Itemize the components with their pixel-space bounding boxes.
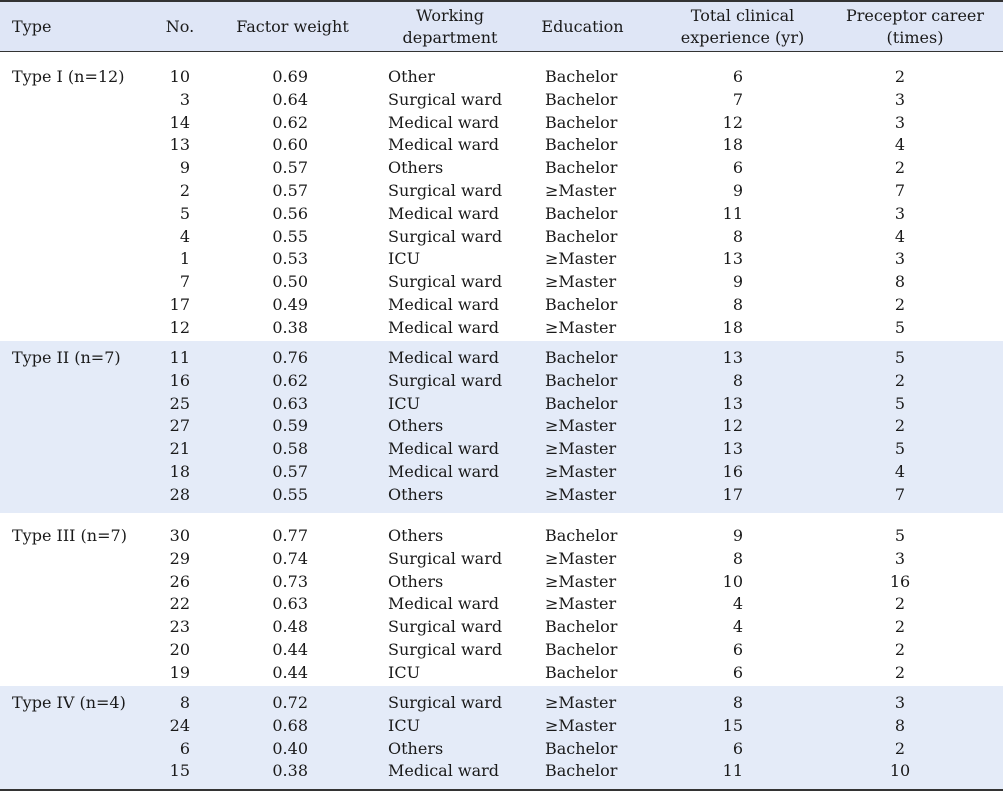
- no-cell: 4: [179, 226, 190, 246]
- department-cell: Others: [388, 158, 444, 178]
- education-cell: ≥Master: [545, 181, 617, 200]
- experience-cell: 8: [732, 226, 743, 246]
- type-group-label: Type I (n=12): [12, 67, 125, 86]
- experience-cell: 18: [722, 135, 743, 155]
- department-cell: ICU: [388, 393, 421, 413]
- education-cell: ≥Master: [545, 416, 617, 436]
- no-cell: 3: [179, 89, 190, 109]
- preceptor-cell: 7: [894, 484, 906, 504]
- table-row: [0, 294, 1003, 317]
- experience-cell: 6: [732, 662, 743, 682]
- no-cell: 17: [169, 295, 190, 314]
- factor-weight-cell: 0.62: [272, 370, 308, 390]
- factor-weight-cell: 0.38: [272, 761, 308, 781]
- preceptor-cell: 3: [894, 89, 906, 109]
- no-cell: 19: [169, 662, 190, 682]
- table-row: [0, 593, 1003, 616]
- factor-weight-cell: 0.62: [272, 112, 308, 132]
- table-row: [0, 66, 1003, 89]
- preceptor-cell: 3: [894, 112, 906, 132]
- experience-cell: 13: [722, 393, 743, 413]
- factor-weight-cell: 0.64: [272, 89, 308, 109]
- department-cell: Medical ward: [388, 317, 500, 337]
- experience-cell: 15: [722, 715, 743, 735]
- no-cell: 6: [179, 738, 190, 758]
- experience-cell: 11: [722, 761, 743, 781]
- no-cell: 9: [179, 158, 190, 178]
- department-cell: Surgical ward: [388, 640, 503, 659]
- type-group: [0, 519, 1003, 681]
- factor-weight-cell: 0.38: [272, 317, 308, 337]
- preceptor-cell: 5: [894, 439, 906, 459]
- no-cell: 18: [169, 462, 190, 481]
- education-cell: Bachelor: [545, 348, 618, 367]
- table-row: [0, 370, 1003, 393]
- experience-cell: 4: [732, 594, 743, 614]
- header-education-label: Education: [541, 17, 624, 36]
- factor-weight-cell: 0.50: [272, 272, 308, 292]
- factor-weight-cell: 0.56: [272, 203, 308, 223]
- experience-cell: 12: [722, 416, 743, 436]
- preceptor-cell: 8: [894, 715, 906, 735]
- table-row: [0, 317, 1003, 340]
- experience-cell: 9: [732, 272, 743, 292]
- header-factor-weight-label: Factor weight: [236, 17, 349, 36]
- preceptor-cell: 5: [894, 393, 906, 413]
- education-cell: Bachelor: [545, 617, 618, 637]
- factor-weight-cell: 0.59: [272, 416, 308, 436]
- table-row: [0, 157, 1003, 180]
- factor-weight-cell: 0.44: [272, 662, 308, 682]
- header-no: [150, 2, 210, 52]
- table-row: [0, 347, 1003, 370]
- no-cell: 7: [179, 272, 190, 292]
- header-preceptor-line1: Preceptor career: [845, 6, 985, 25]
- type-group-label: Type IV (n=4): [12, 693, 126, 712]
- factor-weight-cell: 0.60: [272, 135, 308, 155]
- preceptor-cell: 8: [894, 272, 906, 292]
- factor-weight-cell: 0.63: [272, 594, 308, 614]
- experience-cell: 10: [722, 571, 743, 591]
- department-cell: Others: [388, 484, 444, 504]
- type-group: [0, 60, 1003, 345]
- table-row: [0, 760, 1003, 783]
- no-cell: 28: [169, 484, 190, 504]
- department-cell: ICU: [388, 662, 421, 682]
- department-cell: Others: [388, 571, 444, 591]
- no-cell: 14: [169, 112, 190, 132]
- header-factor-weight: [225, 2, 360, 52]
- experience-cell: 6: [732, 67, 743, 86]
- education-cell: Bachelor: [545, 158, 618, 178]
- experience-cell: 12: [722, 112, 743, 132]
- education-cell: ≥Master: [545, 317, 617, 337]
- header-experience: [660, 2, 825, 52]
- department-cell: Others: [388, 416, 444, 436]
- factor-weight-cell: 0.68: [272, 715, 308, 735]
- experience-cell: 9: [732, 181, 743, 200]
- experience-cell: 8: [732, 370, 743, 390]
- factor-weight-cell: 0.72: [272, 693, 308, 712]
- factor-weight-cell: 0.57: [272, 158, 308, 178]
- experience-cell: 6: [732, 738, 743, 758]
- header-department: [375, 2, 525, 52]
- education-cell: ≥Master: [545, 484, 617, 504]
- education-cell: Bachelor: [545, 738, 618, 758]
- table-row: [0, 616, 1003, 639]
- education-cell: Bachelor: [545, 112, 618, 132]
- department-cell: Surgical ward: [388, 226, 503, 246]
- table-row: [0, 248, 1003, 271]
- department-cell: Surgical ward: [388, 548, 503, 568]
- education-cell: ≥Master: [545, 249, 617, 269]
- no-cell: 12: [169, 317, 190, 337]
- header-education: [530, 2, 635, 52]
- department-cell: Others: [388, 738, 444, 758]
- table-row: [0, 692, 1003, 715]
- table-row: [0, 438, 1003, 461]
- experience-cell: 8: [732, 295, 743, 314]
- type-group: [0, 686, 1003, 790]
- type-group: [0, 341, 1003, 513]
- education-cell: Bachelor: [545, 226, 618, 246]
- no-cell: 16: [169, 370, 190, 390]
- preceptor-cell: 2: [894, 67, 906, 86]
- factor-weight-cell: 0.49: [272, 295, 308, 314]
- preceptor-cell: 4: [894, 462, 906, 481]
- education-cell: ≥Master: [545, 439, 617, 459]
- no-cell: 2: [179, 181, 190, 200]
- header-type-label: Type: [12, 17, 52, 36]
- education-cell: Bachelor: [545, 761, 618, 781]
- bottom-rule: [0, 789, 1003, 791]
- education-cell: Bachelor: [545, 526, 618, 545]
- experience-cell: 6: [732, 640, 743, 659]
- preceptor-cell: 4: [894, 135, 906, 155]
- education-cell: ≥Master: [545, 548, 617, 568]
- no-cell: 15: [169, 761, 190, 781]
- no-cell: 25: [169, 393, 190, 413]
- education-cell: Bachelor: [545, 135, 618, 155]
- table-row: [0, 271, 1003, 294]
- type-group-label: Type III (n=7): [12, 526, 127, 545]
- preceptor-cell: 5: [894, 348, 906, 367]
- experience-cell: 11: [722, 203, 743, 223]
- no-cell: 22: [169, 594, 190, 614]
- table-row: [0, 738, 1003, 761]
- department-cell: ICU: [388, 715, 421, 735]
- header-no-label: No.: [165, 17, 195, 36]
- header-department-line2: department: [402, 28, 498, 47]
- factor-weight-cell: 0.55: [272, 226, 308, 246]
- department-cell: Medical ward: [388, 761, 500, 781]
- department-cell: Medical ward: [388, 594, 500, 614]
- no-cell: 13: [169, 135, 190, 155]
- education-cell: ≥Master: [545, 571, 617, 591]
- preceptor-cell: 2: [894, 416, 906, 436]
- table-row: [0, 180, 1003, 203]
- preceptor-cell: 2: [894, 617, 906, 637]
- experience-cell: 13: [722, 439, 743, 459]
- factor-weight-cell: 0.74: [272, 548, 308, 568]
- preceptor-cell: 2: [894, 295, 906, 314]
- department-cell: Medical ward: [388, 112, 500, 132]
- education-cell: Bachelor: [545, 662, 618, 682]
- preceptor-cell: 16: [889, 571, 911, 591]
- table-row: [0, 662, 1003, 685]
- table-header: [0, 0, 1003, 52]
- no-cell: 29: [169, 548, 190, 568]
- table-row: [0, 393, 1003, 416]
- department-cell: Others: [388, 526, 444, 545]
- education-cell: Bachelor: [545, 89, 618, 109]
- no-cell: 5: [179, 203, 190, 223]
- factor-weight-cell: 0.63: [272, 393, 308, 413]
- table-row: [0, 484, 1003, 507]
- header-department-line1: Working: [416, 6, 484, 25]
- no-cell: 30: [169, 526, 190, 545]
- department-cell: Medical ward: [388, 348, 500, 367]
- department-cell: Medical ward: [388, 462, 500, 481]
- department-cell: Surgical ward: [388, 693, 503, 712]
- department-cell: ICU: [388, 249, 421, 269]
- table-row: [0, 203, 1003, 226]
- preceptor-cell: 3: [894, 249, 906, 269]
- table-row: [0, 112, 1003, 135]
- no-cell: 20: [169, 640, 190, 659]
- no-cell: 21: [169, 439, 190, 459]
- table-row: [0, 715, 1003, 738]
- header-type: [12, 2, 51, 52]
- department-cell: Medical ward: [388, 203, 500, 223]
- preceptor-cell: 2: [894, 662, 906, 682]
- education-cell: Bachelor: [545, 370, 618, 390]
- department-cell: Surgical ward: [388, 181, 503, 200]
- experience-cell: 6: [732, 158, 743, 178]
- department-cell: Other: [388, 67, 435, 86]
- department-cell: Medical ward: [388, 439, 500, 459]
- table-row: [0, 548, 1003, 571]
- education-cell: ≥Master: [545, 272, 617, 292]
- header-preceptor: [830, 2, 1000, 52]
- experience-cell: 18: [722, 317, 743, 337]
- no-cell: 26: [169, 571, 190, 591]
- table-row: [0, 415, 1003, 438]
- education-cell: Bachelor: [545, 203, 618, 223]
- table-row: [0, 571, 1003, 594]
- preceptor-cell: 2: [894, 158, 906, 178]
- factor-weight-cell: 0.69: [272, 67, 308, 86]
- education-cell: Bachelor: [545, 67, 618, 86]
- factor-weight-cell: 0.53: [272, 249, 308, 269]
- header-experience-line2: experience (yr): [680, 28, 805, 47]
- education-cell: Bachelor: [545, 295, 618, 314]
- table-row: [0, 89, 1003, 112]
- factor-weight-cell: 0.57: [272, 181, 308, 200]
- header-experience-line1: Total clinical: [690, 6, 795, 25]
- table-row: [0, 525, 1003, 548]
- experience-cell: 8: [732, 693, 743, 712]
- preceptor-cell: 3: [894, 548, 906, 568]
- table-row: [0, 461, 1003, 484]
- factor-weight-cell: 0.44: [272, 640, 308, 659]
- preceptor-cell: 2: [894, 594, 906, 614]
- experience-cell: 7: [732, 89, 743, 109]
- table-row: [0, 226, 1003, 249]
- department-cell: Surgical ward: [388, 89, 503, 109]
- factor-weight-cell: 0.76: [272, 348, 308, 367]
- preceptor-cell: 5: [894, 317, 906, 337]
- experience-cell: 8: [732, 548, 743, 568]
- preceptor-cell: 7: [894, 181, 906, 200]
- experience-cell: 13: [722, 249, 743, 269]
- factor-weight-cell: 0.48: [272, 617, 308, 637]
- experience-cell: 13: [722, 348, 743, 367]
- education-cell: ≥Master: [545, 594, 617, 614]
- department-cell: Surgical ward: [388, 272, 503, 292]
- department-cell: Surgical ward: [388, 617, 503, 637]
- no-cell: 1: [179, 249, 190, 269]
- preceptor-cell: 2: [894, 640, 906, 659]
- table-row: [0, 639, 1003, 662]
- education-cell: ≥Master: [545, 715, 617, 735]
- factor-weight-cell: 0.57: [272, 462, 308, 481]
- experience-cell: 17: [722, 484, 743, 504]
- header-preceptor-line2: (times): [886, 28, 944, 47]
- preceptor-cell: 2: [894, 370, 906, 390]
- factor-weight-cell: 0.55: [272, 484, 308, 504]
- no-cell: 23: [169, 617, 190, 637]
- no-cell: 10: [169, 67, 190, 86]
- factor-weight-cell: 0.40: [272, 738, 308, 758]
- factor-weight-cell: 0.77: [272, 526, 308, 545]
- factor-weight-cell: 0.58: [272, 439, 308, 459]
- factor-weight-cell: 0.73: [272, 571, 308, 591]
- experience-cell: 4: [732, 617, 743, 637]
- no-cell: 11: [169, 348, 190, 367]
- preceptor-cell: 3: [894, 693, 906, 712]
- preceptor-cell: 2: [894, 738, 906, 758]
- no-cell: 24: [169, 715, 190, 735]
- preceptor-cell: 10: [889, 761, 911, 781]
- table-row: [0, 134, 1003, 157]
- preceptor-cell: 3: [894, 203, 906, 223]
- preceptor-cell: 5: [894, 526, 906, 545]
- education-cell: ≥Master: [545, 462, 617, 481]
- department-cell: Medical ward: [388, 295, 500, 314]
- no-cell: 27: [169, 416, 190, 436]
- education-cell: ≥Master: [545, 693, 617, 712]
- no-cell: 8: [179, 693, 190, 712]
- department-cell: Surgical ward: [388, 370, 503, 390]
- type-group-label: Type II (n=7): [12, 348, 121, 367]
- preceptor-cell: 4: [894, 226, 906, 246]
- experience-cell: 16: [722, 462, 743, 481]
- education-cell: Bachelor: [545, 640, 618, 659]
- experience-cell: 9: [732, 526, 743, 545]
- department-cell: Medical ward: [388, 135, 500, 155]
- education-cell: Bachelor: [545, 393, 618, 413]
